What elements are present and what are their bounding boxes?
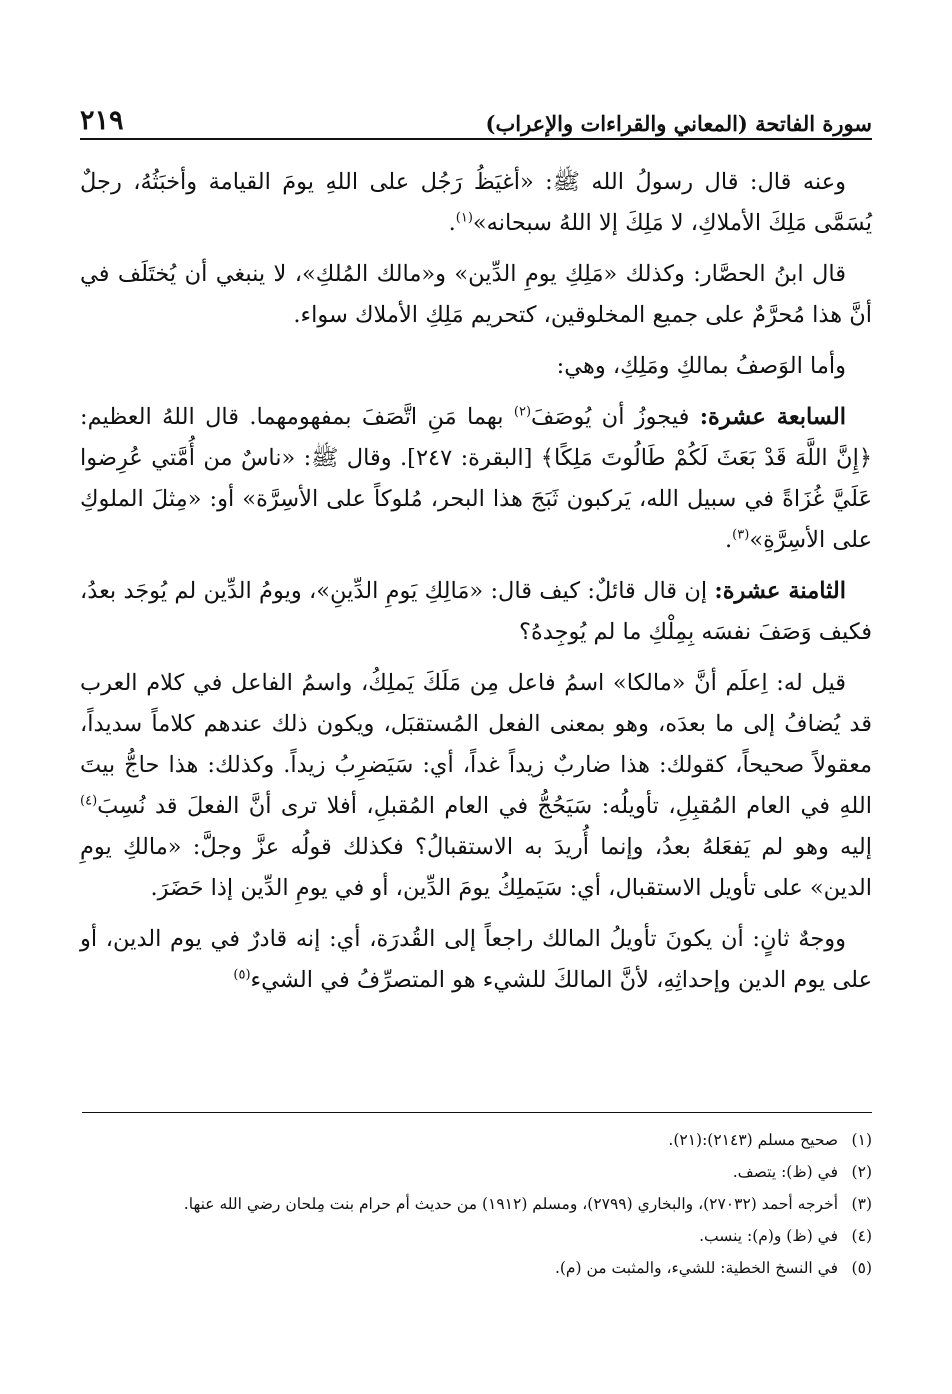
footnote-marker: (١) — [455, 210, 473, 226]
header-rule — [80, 138, 872, 140]
footnote-marker: (٢) — [513, 404, 532, 420]
main-text — [80, 162, 872, 1011]
footnote-text: أخرجه أحمد (٢٧٠٣٢)، والبخاري (٢٧٩٩)، ومسلم (١٩١٢) من حديث أم حرام بنت مِلحان رضي الله عنها. — [183, 1195, 838, 1213]
page-number: ٢١٩ — [80, 105, 124, 136]
footnotes — [80, 1126, 872, 1286]
paragraph: وعنه قال: قال رسولُ الله ﷺ: «أغيَظُ رَجُل على اللهِ يومَ القيامة وأخبَثُهُ، رجلٌ يُسَمَّى مَلِكَ الأملاكِ، لا مَلِكَ إلا اللهُ سبحانه»$^{(١)}$. — [80, 169, 872, 236]
paragraph: السابعة عشرة: فيجوزُ أن يُوصَفَ$^{(٢)}$ بهما مَنِ اتَّصَفَ بمفهومهما. قال اللهُ العظيم: ﴿إِنَّ اللَّهَ قَدْ بَعَثَ لَكُمْ طَالُوتَ مَلِكًا﴾ [البقرة: ٢٤٧]. وقال ﷺ: «ناسٌ من أُمَّتي عُرِضوا عَلَيَّ غُزَاةً في سبيل الله، يَركبون ثَبَجَ هذا البحر، مُلوكاً على الأسِرَّة» أو: «مِثلَ الملوكِ على الأسِرَّةِ»$^{(٣)}$. — [80, 404, 872, 553]
footnote-text: في (ظ): يتصف. — [732, 1163, 838, 1181]
footnote-marker: (٤) — [80, 793, 98, 809]
footnote-marker: (٥) — [233, 967, 251, 983]
footnote-item — [80, 1222, 872, 1250]
footnote-number: (١) — [851, 1131, 872, 1149]
paragraph: ووجهٌ ثانٍ: أن يكونَ تأويلُ المالك راجعاً إلى القُدرَة، أي: إنه قادرٌ في يوم الدين، أو على يوم الدين وإحداثِهِ، لأنَّ المالكَ للشيء هو المتصرِّفُ في الشيء$^{(٥)}$ — [80, 926, 872, 993]
section-lead: الثامنة عشرة: — [714, 578, 847, 604]
footnote-item — [80, 1254, 872, 1282]
running-title: سورة الفاتحة (المعاني والقراءات والإعراب) — [485, 111, 872, 136]
footnote-item — [80, 1126, 872, 1154]
footnote-number: (٥) — [851, 1259, 872, 1277]
page-header — [80, 88, 872, 136]
footnote-number: (٣) — [851, 1195, 872, 1213]
paragraph: وأما الوَصفُ بمالكِ ومَلِكِ، وهي: — [556, 353, 846, 379]
paragraph: الثامنة عشرة: إن قال قائلٌ: كيف قال: «مَالِكِ يَومِ الدِّينِ»، ويومُ الدِّين لم يُوجَد بعدُ، فكيف وَصَفَ نفسَه بِمِلْكِ ما لم يُوجِدهُ؟ — [80, 578, 872, 645]
footnote-text: في (ظ) و(م): ينسب. — [699, 1227, 838, 1245]
footnote-text: في النسخ الخطية: للشيء، والمثبت من (م). — [554, 1259, 838, 1277]
paragraph: قال ابنُ الحصَّار: وكذلك «مَلِكِ يومِ الدِّين» و«مالك المُلكِ»، لا ينبغي أن يُختَلَف في أنَّ هذا مُحرَّمٌ على جميع المخلوقين، كتحريم مَلِكِ الأملاك سواء. — [80, 261, 872, 328]
footnote-number: (٢) — [851, 1163, 872, 1181]
footnote-number: (٤) — [851, 1227, 872, 1245]
section-lead: السابعة عشرة: — [699, 404, 846, 430]
footnote-text: صحيح مسلم (٢١٤٣):(٢١). — [668, 1131, 838, 1149]
paragraph: قيل له: اِعلَم أنَّ «مالكا» اسمُ فاعل مِن مَلَكَ يَملِكُ، واسمُ الفاعل في كلام العرب قد يُضافُ إلى ما بعدَه، وهو بمعنى الفعل المُستقبَل، ويكون ذلك عندهم كلاماً سديداً، معقولاً صحيحاً، كقولك: هذا ضاربٌ زيداً غداً، أي: سَيَضرِبُ زيداً. وكذلك: هذا حاجُّ بيتَ اللهِ في العام المُقبِلِ، تأويلُه: سَيَحُجُّ في العام المُقبلِ، أفلا ترى أنَّ الفعلَ قد نُسِبَ$^{(٤)}$ إليه وهو لم يَفعَلهُ بعدُ، وإنما أُريدَ به الاستقبالُ؟ فكذلك قولُه عزَّ وجلَّ: «مالكِ يومِ الدين» على تأويل الاستقبال، أي: سَيَملِكُ يومَ الدِّين، أو في يومِ الدِّين إذا حَضَرَ. — [80, 670, 872, 901]
footnote-item — [80, 1190, 872, 1218]
footnote-item — [80, 1158, 872, 1186]
footnote-marker: (٣) — [732, 527, 750, 543]
footnote-separator — [82, 1112, 872, 1113]
